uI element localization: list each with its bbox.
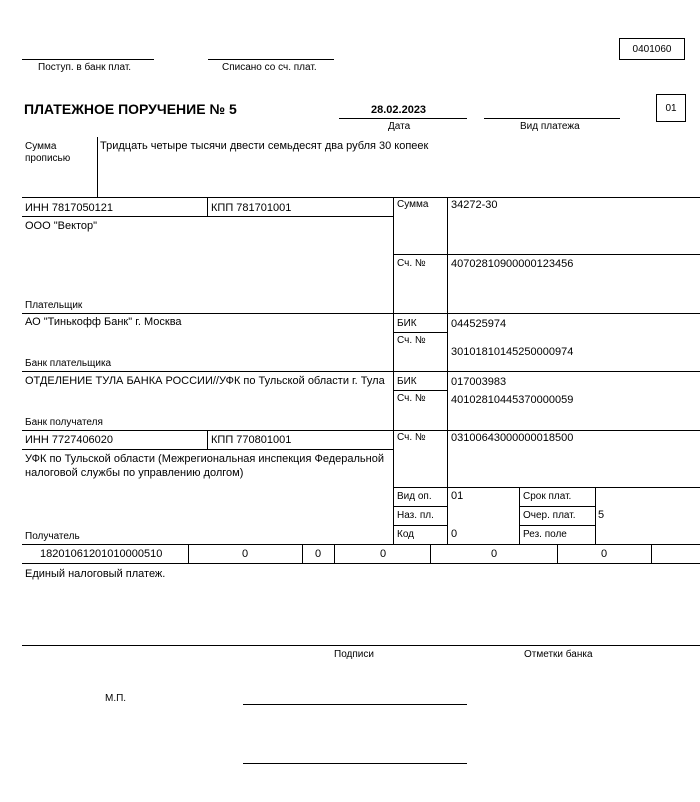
tax-oktmo: 0 (242, 548, 249, 560)
tax-divider-3 (334, 544, 335, 563)
recipient-bik-line (393, 390, 447, 391)
op-queue-label: Очер. плат. (523, 510, 576, 521)
form-code-box: 0401060 (619, 38, 685, 60)
recipient-bank-name: ОТДЕЛЕНИЕ ТУЛА БАНКА РОССИИ//УФК по Тульской области г. Тула (25, 375, 385, 387)
payer-kpp: КПП 781701001 (211, 202, 292, 214)
debited-line (208, 59, 334, 60)
payer-corr-value: 30101810145250000974 (451, 346, 574, 358)
signature-line-1 (243, 704, 467, 705)
op-divider-1 (519, 487, 520, 544)
recipient-bik-value: 017003983 (451, 376, 507, 388)
payer-bik-value: 044525974 (451, 318, 507, 330)
recipient-corr-line (393, 430, 700, 431)
bank-marks-label: Отметки банка (524, 649, 593, 660)
op-purpose-label: Наз. пл. (397, 510, 434, 521)
recipient-inn-kpp-divider (207, 430, 208, 449)
amount-value: 34272-30 (451, 199, 498, 211)
tax-row-top-line (22, 544, 700, 545)
payer-inn-kpp-divider (207, 197, 208, 216)
recipient-kpp: КПП 770801001 (211, 434, 292, 446)
payer-bik-label: БИК (397, 318, 417, 329)
tax-kbk: 18201061201010000510 (40, 548, 163, 560)
payer-bik-line (393, 332, 447, 333)
signature-line-2 (243, 763, 467, 764)
tax-divider-6 (651, 544, 652, 563)
date-label: Дата (388, 121, 411, 132)
recipient-corr-value: 40102810445370000059 (451, 394, 574, 406)
payer-inn-line (22, 216, 393, 217)
op-row-line-4 (519, 525, 595, 526)
debited-label: Списано со сч. плат. (222, 62, 317, 73)
payment-type-label: Вид платежа (520, 121, 580, 132)
payer-bottom-line (22, 313, 393, 314)
tax-divider-1 (188, 544, 189, 563)
page-title: ПЛАТЕЖНОЕ ПОРУЧЕНИЕ № 5 (24, 101, 237, 117)
received-line (22, 59, 154, 60)
amount-words-divider (97, 137, 98, 197)
tax-doc-num: 0 (491, 548, 498, 560)
payment-type-line (484, 118, 620, 119)
recipient-account-line (393, 487, 700, 488)
recipient-name: УФК по Тульской области (Межрегиональная инспекция Федеральной налоговой службы по управлению долгом) (25, 453, 384, 479)
payer-bank-name: АО "Тинькофф Банк" г. Москва (25, 316, 182, 328)
payer-bank-bottom-line (22, 371, 700, 372)
tax-period: 0 (380, 548, 387, 560)
received-label: Поступ. в банк плат. (38, 62, 132, 73)
tax-row-bottom-line (22, 563, 700, 564)
recipient-bank-label: Банк получателя (25, 417, 103, 428)
op-divider-2 (595, 487, 596, 544)
tax-divider-2 (302, 544, 303, 563)
recipient-inn: ИНН 7727406020 (25, 434, 114, 446)
op-queue-value: 5 (598, 509, 605, 521)
amount-words-label-2: прописью (25, 153, 71, 164)
op-row-line-3 (519, 506, 595, 507)
op-type-label: Вид оп. (397, 491, 432, 502)
tax-doc-date: 0 (601, 548, 608, 560)
recipient-corr-label: Сч. № (397, 393, 426, 404)
payer-account-value: 40702810900000123456 (451, 258, 574, 270)
payment-purpose: Единый налоговый платеж. (25, 568, 166, 580)
status-code-box: 01 (656, 94, 686, 122)
payer-inn: ИНН 7817050121 (25, 202, 114, 214)
amount-words-value: Тридцать четыре тысячи двести семьдесят два рубля 30 копеек (100, 140, 429, 152)
amount-words-label-1: Сумма (25, 141, 57, 152)
recipient-account-label: Сч. № (397, 432, 426, 443)
tax-basis: 0 (315, 548, 322, 560)
payer-label: Плательщик (25, 300, 83, 311)
op-row-line-1 (393, 506, 447, 507)
payer-account-line (393, 313, 700, 314)
payer-name: ООО "Вектор" (25, 220, 98, 232)
op-term-label: Срок плат. (523, 491, 572, 502)
date-line (339, 118, 467, 119)
purpose-bottom-line (22, 645, 700, 646)
recipient-bik-label: БИК (397, 376, 417, 387)
op-code-label: Код (397, 529, 415, 540)
amount-words-bottom-line (22, 197, 700, 198)
signatures-label: Подписи (334, 649, 374, 660)
payer-corr-label: Сч. № (397, 335, 426, 346)
recipient-label: Получатель (25, 531, 80, 542)
stamp-label: М.П. (105, 693, 127, 704)
date-value: 28.02.2023 (371, 104, 427, 116)
op-type-value: 01 (451, 490, 464, 502)
op-code-value: 0 (451, 528, 458, 540)
op-row-line-2 (393, 525, 447, 526)
tax-divider-5 (557, 544, 558, 563)
payer-bank-label: Банк плательщика (25, 358, 112, 369)
amount-label: Сумма (397, 199, 429, 210)
recipient-inn-line (22, 449, 393, 450)
amount-line (393, 254, 700, 255)
op-reserve-label: Рез. поле (523, 529, 567, 540)
payer-account-label: Сч. № (397, 258, 426, 269)
recipient-account-value: 03100643000000018500 (451, 432, 574, 444)
tax-divider-4 (430, 544, 431, 563)
